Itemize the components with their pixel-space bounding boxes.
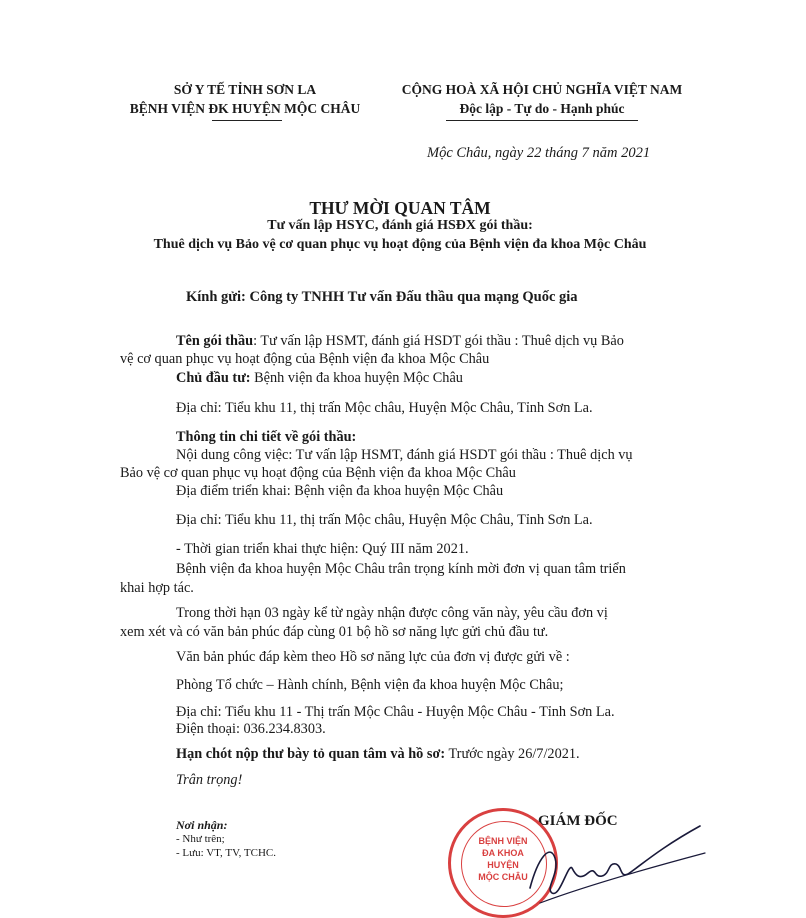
final-deadline-line bbox=[176, 745, 580, 763]
stamp-line-2: ĐA KHOA bbox=[482, 848, 524, 858]
address-line-1: Địa chỉ: Tiểu khu 11, thị trấn Mộc châu, Huyện Mộc Châu, Tỉnh Sơn La. bbox=[176, 400, 593, 416]
content-line-1: Nội dung công việc: Tư vấn lập HSMT, đánh giá HSDT gói thầu : Thuê dịch vụ bbox=[176, 447, 633, 463]
details-heading: Thông tin chi tiết về gói thầu: bbox=[176, 429, 357, 445]
stamp-line-4: MỘC CHÂU bbox=[478, 872, 528, 882]
org-line2: BỆNH VIỆN ĐK HUYỆN MỘC CHÂU bbox=[129, 101, 361, 116]
header-right bbox=[392, 80, 692, 118]
closing-line: Trân trọng! bbox=[176, 772, 243, 788]
place-date: Mộc Châu, ngày 22 tháng 7 năm 2021 bbox=[427, 145, 651, 161]
invite-line-1: Bệnh viện đa khoa huyện Mộc Châu trân trọng kính mời đơn vị quan tâm triển bbox=[176, 561, 626, 577]
header-left bbox=[120, 80, 370, 118]
package-line-1 bbox=[176, 332, 624, 350]
deadline-line-2: xem xét và có văn bản phúc đáp cùng 01 bộ hồ sơ năng lực gửi chủ đầu tư. bbox=[120, 624, 549, 640]
send-to-line: Văn bản phúc đáp kèm theo Hồ sơ năng lực của đơn vị được gửi về : bbox=[176, 649, 570, 665]
invite-line-2: khai hợp tác. bbox=[120, 580, 194, 596]
letter-title: THƯ MỜI QUAN TÂM bbox=[309, 198, 491, 218]
letter-subtitle-1: Tư vấn lập HSYC, đánh giá HSĐX gói thầu: bbox=[267, 218, 533, 233]
nation-line1: CỘNG HOÀ XÃ HỘI CHỦ NGHĨA VIỆT NAM bbox=[401, 82, 683, 97]
investor-label: Chủ đầu tư: bbox=[176, 370, 251, 386]
nation-motto: Độc lập - Tự do - Hạnh phúc bbox=[459, 101, 625, 116]
final-deadline-label: Hạn chót nộp thư bày tỏ quan tâm và hồ sơ: bbox=[176, 746, 446, 762]
signature-title: GIÁM ĐỐC bbox=[538, 813, 618, 829]
package-value: : Tư vấn lập HSMT, đánh giá HSDT gói thầu : Thuê dịch vụ Bảo bbox=[253, 333, 624, 349]
final-deadline-value: Trước ngày 26/7/2021. bbox=[445, 746, 580, 762]
content-line-2: Bảo vệ cơ quan phục vụ hoạt động của Bệnh viện đa khoa Mộc Châu bbox=[120, 465, 516, 481]
timeline-line: - Thời gian triển khai thực hiện: Quý III năm 2021. bbox=[176, 541, 469, 557]
office-line: Phòng Tổ chức – Hành chính, Bệnh viện đa khoa huyện Mộc Châu; bbox=[176, 677, 564, 693]
org-line1: SỞ Y TẾ TỈNH SƠN LA bbox=[173, 82, 317, 97]
phone-line: Điện thoại: 036.234.8303. bbox=[176, 721, 326, 737]
recipients-heading: Nơi nhận: bbox=[176, 818, 228, 832]
handwritten-signature bbox=[510, 818, 710, 908]
header-right-underline bbox=[446, 120, 638, 121]
deadline-line-1: Trong thời hạn 03 ngày kể từ ngày nhận được công văn này, yêu cầu đơn vị bbox=[176, 605, 608, 621]
package-label: Tên gói thầu bbox=[176, 333, 254, 349]
location-line: Địa điểm triển khai: Bệnh viện đa khoa huyện Mộc Châu bbox=[176, 483, 504, 499]
investor-value: Bệnh viện đa khoa huyện Mộc Châu bbox=[250, 370, 463, 386]
recipient-line: Kính gửi: Công ty TNHH Tư vấn Đấu thầu qua mạng Quốc gia bbox=[186, 289, 578, 305]
stamp-line-3: HUYỆN bbox=[487, 860, 519, 870]
recipients-line-2: - Lưu: VT, TV, TCHC. bbox=[176, 847, 276, 859]
address-line-2: Địa chỉ: Tiểu khu 11, thị trấn Mộc châu, Huyện Mộc Châu, Tỉnh Sơn La. bbox=[176, 512, 593, 528]
stamp-line-1: BỆNH VIỆN bbox=[478, 836, 528, 846]
package-line-2: vệ cơ quan phục vụ hoạt động của Bệnh viện đa khoa Mộc Châu bbox=[120, 351, 490, 367]
address-line-3: Địa chỉ: Tiểu khu 11 - Thị trấn Mộc Châu - Huyện Mộc Châu - Tỉnh Sơn La. bbox=[176, 704, 615, 720]
recipients-line-1: - Như trên; bbox=[176, 833, 225, 845]
investor-line bbox=[176, 369, 463, 387]
recipients-block bbox=[176, 818, 276, 860]
letter-subtitle-2: Thuê dịch vụ Bảo vệ cơ quan phục vụ hoạt động của Bệnh viện đa khoa Mộc Châu bbox=[153, 237, 647, 252]
header-left-underline bbox=[212, 120, 282, 121]
